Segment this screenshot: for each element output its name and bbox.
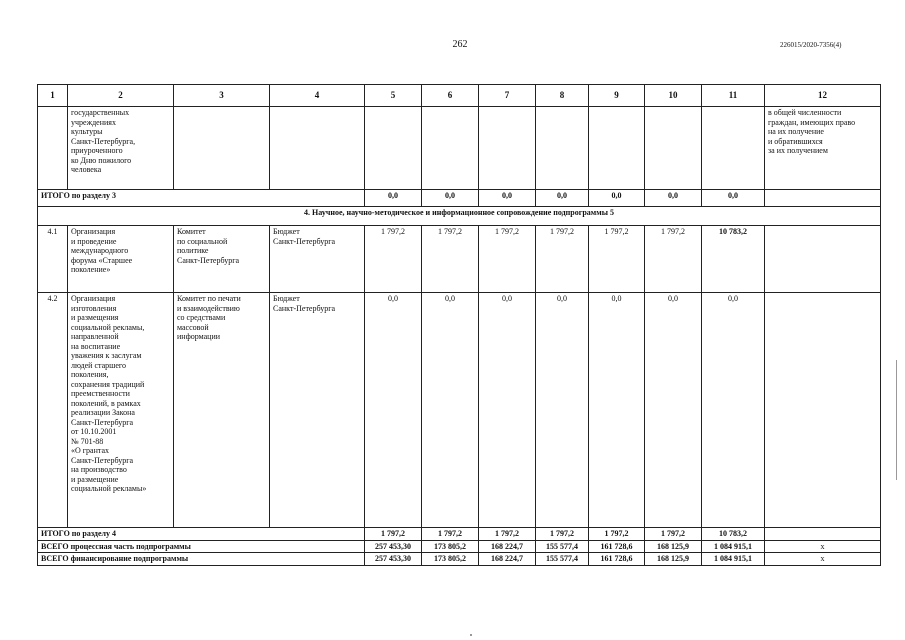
column-number-row	[38, 85, 881, 107]
total-section-3-row	[38, 190, 881, 207]
total-value: 173 805,2	[422, 553, 479, 566]
row-number: 4.1	[38, 226, 68, 293]
indicator-cell: в общей численности граждан, имеющих право на их получение и обратившихся за их получением	[765, 107, 881, 190]
total-value: 0,0	[536, 190, 589, 207]
executor-cell: Комитет по социальной политике Санкт-Петербурга	[174, 226, 270, 293]
total-value: 10 783,2	[702, 528, 765, 541]
total-value: 0,0	[702, 190, 765, 207]
value-cell: 0,0	[365, 293, 422, 528]
funding-source-cell: Бюджет Санкт-Петербурга	[270, 293, 365, 528]
value-cell: 1 797,2	[536, 226, 589, 293]
value-cell: 0,0	[536, 293, 589, 528]
total-value: 0,0	[645, 190, 702, 207]
activity-name-cell: государственных учреждениях культуры Санкт-Петербурга, приуроченного ко Дню пожилого человека	[68, 107, 174, 190]
document-id: 226015/2020-7356(4)	[780, 41, 842, 49]
total-value: 155 577,4	[536, 540, 589, 553]
total-value: 0,0	[422, 190, 479, 207]
total-value: 1 797,2	[589, 528, 645, 541]
note-cell: х	[765, 553, 881, 566]
total-value: 168 224,7	[479, 553, 536, 566]
total-label: ВСЕГО финансирование подпрограммы	[38, 553, 365, 566]
total-value: 0,0	[365, 190, 422, 207]
total-value: 1 084 915,1	[702, 553, 765, 566]
total-value: 161 728,6	[589, 540, 645, 553]
total-funding-row	[38, 553, 881, 566]
row-number: 4.2	[38, 293, 68, 528]
total-value: 1 797,2	[479, 528, 536, 541]
total-value: 1 797,2	[645, 528, 702, 541]
note-cell	[765, 226, 881, 293]
total-value: 161 728,6	[589, 553, 645, 566]
scan-edge-mark	[470, 634, 472, 636]
col-header: 10	[645, 85, 702, 107]
value-cell: 0,0	[645, 293, 702, 528]
activity-name-cell: Организация изготовления и размещения социальной рекламы, направленной на воспитание уважения к заслугам людей старшего поколения, сохранения традиций преемственности поколений, в рамках реализации Закона Санкт-Петербурга от 10.10.2001 № 701-88 «О грантах Санкт-Петербурга на производство и размещение социальной рекламы»	[68, 293, 174, 528]
value-total-cell: 0,0	[702, 293, 765, 528]
scan-edge-mark	[896, 360, 897, 480]
total-value: 0,0	[479, 190, 536, 207]
col-header: 2	[68, 85, 174, 107]
value-cell: 1 797,2	[422, 226, 479, 293]
value-cell: 0,0	[422, 293, 479, 528]
value-cell: 1 797,2	[589, 226, 645, 293]
col-header: 11	[702, 85, 765, 107]
total-value: 257 453,30	[365, 540, 422, 553]
value-cell: 0,0	[479, 293, 536, 528]
col-header: 9	[589, 85, 645, 107]
subprogram-financing-table	[37, 84, 881, 566]
value-total-cell: 10 783,2	[702, 226, 765, 293]
total-label: ИТОГО по разделу 4	[38, 528, 365, 541]
total-value: 0,0	[589, 190, 645, 207]
value-cell: 1 797,2	[479, 226, 536, 293]
total-section-4-row	[38, 528, 881, 541]
table-row	[38, 226, 881, 293]
total-value: 168 224,7	[479, 540, 536, 553]
value-cell: 1 797,2	[365, 226, 422, 293]
col-header: 7	[479, 85, 536, 107]
continued-row	[38, 107, 881, 190]
total-value: 257 453,30	[365, 553, 422, 566]
total-value: 168 125,9	[645, 553, 702, 566]
note-cell: х	[765, 540, 881, 553]
col-header: 3	[174, 85, 270, 107]
total-value: 155 577,4	[536, 553, 589, 566]
activity-name-cell: Организация и проведение международного форума «Старшее поколение»	[68, 226, 174, 293]
section-4-title-row	[38, 207, 881, 226]
section-title: 4. Научное, научно-методическое и информационное сопровождение подпрограммы 5	[38, 207, 881, 226]
total-label: ИТОГО по разделу 3	[38, 190, 365, 207]
value-cell: 1 797,2	[645, 226, 702, 293]
total-value: 173 805,2	[422, 540, 479, 553]
total-process-row	[38, 540, 881, 553]
total-value: 1 797,2	[536, 528, 589, 541]
total-value: 168 125,9	[645, 540, 702, 553]
col-header: 12	[765, 85, 881, 107]
value-cell: 0,0	[589, 293, 645, 528]
col-header: 4	[270, 85, 365, 107]
total-value: 1 797,2	[422, 528, 479, 541]
funding-source-cell: Бюджет Санкт-Петербурга	[270, 226, 365, 293]
total-value: 1 084 915,1	[702, 540, 765, 553]
page-number: 262	[452, 39, 468, 50]
table-row	[38, 293, 881, 528]
total-label: ВСЕГО процессная часть подпрограммы	[38, 540, 365, 553]
col-header: 6	[422, 85, 479, 107]
col-header: 5	[365, 85, 422, 107]
total-value: 1 797,2	[365, 528, 422, 541]
note-cell	[765, 528, 881, 541]
executor-cell: Комитет по печати и взаимодействию со средствами массовой информации	[174, 293, 270, 528]
col-header: 1	[38, 85, 68, 107]
col-header: 8	[536, 85, 589, 107]
note-cell	[765, 293, 881, 528]
